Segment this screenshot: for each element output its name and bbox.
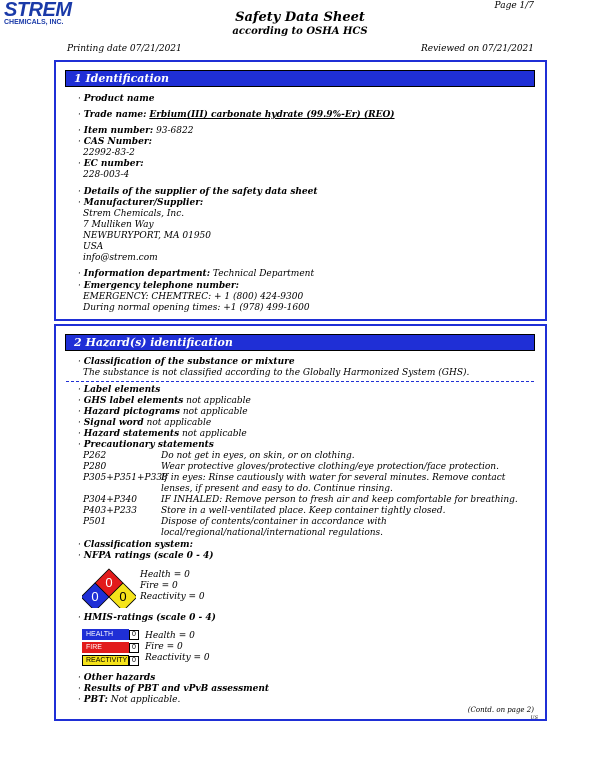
hmis-health-label: HEALTH — [82, 629, 129, 640]
nfpa-label: NFPA ratings (scale 0 - 4) — [83, 551, 214, 561]
address-line: Strem Chemicals, Inc. — [83, 209, 185, 219]
hazard-statements-value: not applicable — [182, 429, 247, 439]
precautionary-text: Wear protective gloves/protective clothing/eye protection/face protection. — [161, 462, 499, 472]
hmis-label-icon — [82, 629, 140, 669]
pictograms-label: Hazard pictograms — [83, 407, 180, 417]
nfpa-reactivity-line: Reactivity = 0 — [140, 592, 205, 602]
precautionary-code: P501 — [83, 517, 107, 527]
ghs-label: GHS label elements — [83, 396, 184, 406]
hmis-label: HMIS-ratings (scale 0 - 4) — [83, 613, 216, 623]
pbt-results-label: Results of PBT and vPvB assessment — [83, 684, 270, 694]
nfpa-reactivity-value: 0 — [119, 589, 127, 604]
ec-value: 228-003-4 — [83, 170, 130, 180]
other-hazards-label: Other hazards — [83, 673, 156, 683]
hazard-statements-row: · Hazard statements not applicable — [78, 429, 247, 439]
document-title: Safety Data Sheet — [235, 10, 365, 25]
hmis-fire-line: Fire = 0 — [145, 642, 183, 652]
hmis-fire-value: 0 — [129, 643, 139, 653]
nfpa-health-value: 0 — [91, 589, 99, 604]
cas-value: 22992-83-2 — [83, 148, 135, 158]
email-link[interactable]: info@strem.com — [83, 253, 158, 263]
label-elements-label: Label elements — [83, 385, 161, 395]
hmis-reactivity-line: Reactivity = 0 — [145, 653, 210, 663]
info-dept-label: Information department: — [83, 269, 211, 279]
signal-value: not applicable — [146, 418, 212, 428]
supplier-row: · Details of the supplier of the safety data sheet — [78, 187, 318, 197]
info-dept-row: · Information department: Technical Department — [78, 269, 315, 279]
item-number-label: Item number: — [83, 126, 154, 136]
precautionary-text: Store in a well-ventilated place. Keep container tightly closed. — [161, 506, 446, 516]
emergency-line: During normal opening times: +1 (978) 499-1600 — [83, 303, 310, 313]
document-subtitle: according to OSHA HCS — [232, 26, 368, 37]
logo-subtitle: CHEMICALS, INC. — [4, 19, 64, 26]
section-2-title: 2 Hazard(s) identification — [65, 334, 535, 351]
precautionary-label: Precautionary statements — [83, 440, 214, 450]
precautionary-text: If in eyes: Rinse cautiously with water for several minutes. Remove contact lenses, if present and easy to do. Continue rinsing. — [161, 473, 506, 494]
address-line: NEWBURYPORT, MA 01950 — [83, 231, 211, 241]
other-hazards-row: · Other hazards — [78, 673, 156, 683]
emergency-row: · Emergency telephone number: — [78, 281, 239, 291]
precautionary-code: P304+P340 — [83, 495, 138, 505]
pbt-value: Not applicable. — [110, 695, 181, 705]
cas-label: CAS Number: — [83, 137, 152, 147]
continued-note: (Contd. on page 2) — [467, 706, 534, 714]
classification-row: · Classification of the substance or mixture — [78, 357, 295, 367]
pbt-results-row: · Results of PBT and vPvB assessment — [78, 684, 270, 694]
precautionary-text: Dispose of contents/container in accordance with local/regional/national/international regulations. — [161, 517, 387, 538]
trade-name-value: Erbium(III) carbonate hydrate (99.9%-Er) (REO) — [149, 110, 395, 120]
precautionary-text: IF INHALED: Remove person to fresh air and keep comfortable for breathing. — [161, 495, 518, 505]
emergency-line: EMERGENCY: CHEMTREC: + 1 (800) 424-9300 — [83, 292, 304, 302]
pictograms-value: not applicable — [182, 407, 248, 417]
nfpa-row: · NFPA ratings (scale 0 - 4) — [78, 551, 214, 561]
dashed-divider — [66, 381, 534, 382]
precautionary-code: P305+P351+P338 — [83, 473, 168, 483]
manufacturer-label: Manufacturer/Supplier: — [83, 198, 204, 208]
label-elements-row: · Label elements — [78, 385, 161, 395]
region-code: US — [530, 715, 538, 721]
signal-row: · Signal word not applicable — [78, 418, 212, 428]
product-name-label: Product name — [83, 94, 155, 104]
trade-name-label: Trade name: — [83, 110, 147, 120]
classification-label: Classification of the substance or mixture — [83, 357, 295, 367]
precautionary-code: P280 — [83, 462, 107, 472]
hmis-reactivity-value: 0 — [129, 656, 139, 666]
strem-logo — [4, 1, 72, 27]
hmis-fire-label: FIRE — [82, 642, 129, 653]
nfpa-health-line: Health = 0 — [140, 570, 190, 580]
classification-system-label: Classification system: — [83, 540, 193, 550]
hmis-row: · HMIS-ratings (scale 0 - 4) — [78, 613, 216, 623]
classification-system-row: · Classification system: — [78, 540, 193, 550]
section-1-title: 1 Identification — [65, 70, 535, 87]
address-line: 7 Mulliken Way — [83, 220, 154, 230]
precautionary-code: P403+P233 — [83, 506, 138, 516]
hazard-statements-label: Hazard statements — [83, 429, 180, 439]
ec-row: · EC number: — [78, 159, 144, 169]
ec-label: EC number: — [83, 159, 144, 169]
pbt-label: PBT: — [83, 695, 108, 705]
classification-text: The substance is not classified according to the Globally Harmonized System (GHS). — [83, 368, 470, 378]
precautionary-code: P262 — [83, 451, 107, 461]
signal-label: Signal word — [83, 418, 144, 428]
product-name-row: · Product name — [78, 94, 155, 104]
nfpa-diamond-icon — [82, 568, 136, 608]
info-dept-value: Technical Department — [212, 269, 315, 279]
hmis-health-value: 0 — [129, 630, 139, 640]
precautionary-row: · Precautionary statements — [78, 440, 214, 450]
pictograms-row: · Hazard pictograms not applicable — [78, 407, 248, 417]
supplier-label: Details of the supplier of the safety data sheet — [83, 187, 318, 197]
emergency-label: Emergency telephone number: — [83, 281, 239, 291]
manufacturer-row: · Manufacturer/Supplier: — [78, 198, 204, 208]
hmis-reactivity-label: REACTIVITY — [82, 655, 129, 666]
cas-row: · CAS Number: — [78, 137, 152, 147]
address-line: USA — [83, 242, 104, 252]
logo-wordmark: STREM — [4, 0, 72, 21]
item-number-row: · Item number: 93-6822 — [78, 126, 194, 136]
reviewed-date: Reviewed on 07/21/2021 — [421, 44, 534, 54]
pbt-row: · PBT: Not applicable. — [78, 695, 181, 705]
precautionary-text: Do not get in eyes, on skin, or on clothing. — [161, 451, 355, 461]
page-number: Page 1/7 — [494, 1, 534, 11]
trade-name-row: · Trade name: Erbium(III) carbonate hydrate (99.9%-Er) (REO) — [78, 110, 395, 120]
printing-date: Printing date 07/21/2021 — [67, 44, 182, 54]
nfpa-fire-line: Fire = 0 — [140, 581, 178, 591]
hmis-health-line: Health = 0 — [145, 631, 195, 641]
ghs-row: · GHS label elements not applicable — [78, 396, 251, 406]
nfpa-fire-value: 0 — [105, 575, 113, 590]
ghs-value: not applicable — [186, 396, 251, 406]
item-number-value: 93-6822 — [156, 126, 194, 136]
